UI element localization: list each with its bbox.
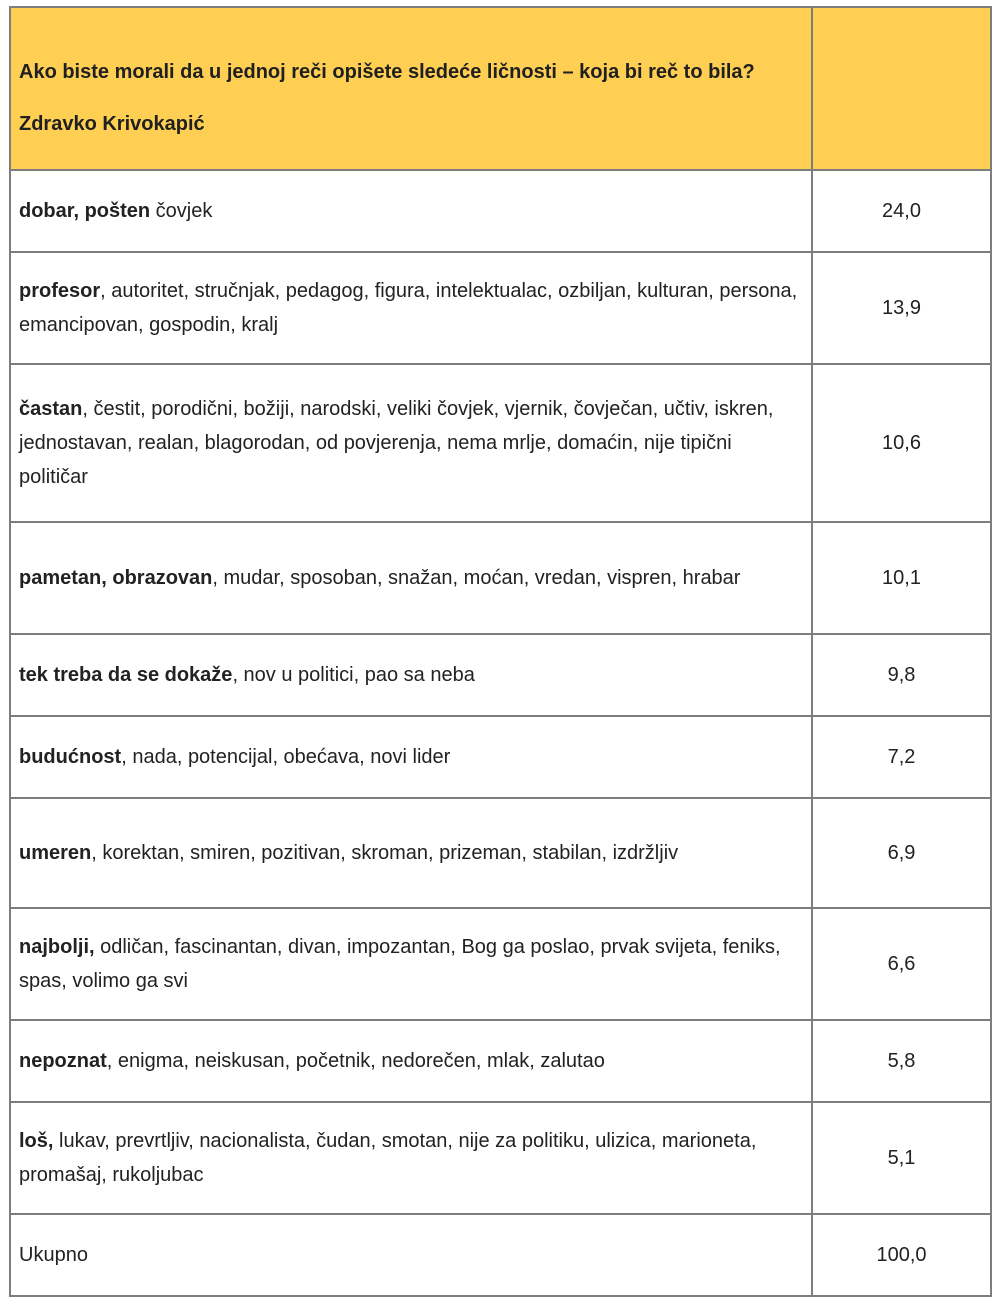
descriptor-cell — [10, 1102, 812, 1214]
header-question-cell — [10, 7, 812, 170]
row-rest: , nada, potencijal, obećava, novi lider — [121, 746, 451, 768]
row-value: 9,8 — [812, 634, 991, 716]
descriptor-cell — [10, 634, 812, 716]
row-value: 10,6 — [812, 364, 991, 522]
row-term: loš, — [19, 1130, 54, 1152]
row-value: 7,2 — [812, 716, 991, 798]
row-rest: , nov u politici, pao sa neba — [232, 664, 475, 686]
row-rest: odličan, fascinantan, divan, impozantan, Bog ga poslao, prvak svijeta, feniks, spas, volimo ga svi — [19, 936, 781, 992]
descriptor-cell — [10, 716, 812, 798]
survey-table — [9, 6, 992, 1297]
person-name: Zdravko Krivokapić — [19, 112, 205, 135]
row-rest: lukav, prevrtljiv, nacionalista, čudan, smotan, nije za politiku, ulizica, marioneta, promašaj, rukoljubac — [19, 1130, 757, 1186]
row-rest: , enigma, neiskusan, početnik, nedorečen, mlak, zalutao — [106, 1050, 605, 1072]
table-row — [10, 1020, 991, 1102]
total-value: 100,0 — [812, 1214, 991, 1296]
header-value-cell — [812, 7, 991, 170]
row-term: profesor — [19, 280, 101, 302]
row-value: 6,9 — [812, 798, 991, 908]
row-term: budućnost — [19, 746, 122, 768]
table-row — [10, 522, 991, 634]
row-term: tek treba da se dokaže — [19, 664, 233, 686]
descriptor-cell — [10, 908, 812, 1020]
table-row — [10, 252, 991, 364]
table-row — [10, 170, 991, 252]
table-row — [10, 1102, 991, 1214]
descriptor-cell — [10, 252, 812, 364]
table-row — [10, 716, 991, 798]
header-row — [10, 7, 991, 170]
row-value: 6,6 — [812, 908, 991, 1020]
row-value: 24,0 — [812, 170, 991, 252]
descriptor-cell — [10, 170, 812, 252]
table-row — [10, 634, 991, 716]
total-label: Ukupno — [10, 1214, 812, 1296]
row-rest: , čestit, porodični, božiji, narodski, veliki čovjek, vjernik, čovječan, učtiv, iskren, jednostavan, realan, blagorodan, od povjerenja, nema mrlje, domaćin, nije tipični političar — [19, 398, 774, 488]
descriptor-cell — [10, 798, 812, 908]
row-value: 13,9 — [812, 252, 991, 364]
descriptor-cell — [10, 364, 812, 522]
row-value: 5,1 — [812, 1102, 991, 1214]
descriptor-cell — [10, 1020, 812, 1102]
row-term: najbolji, — [19, 936, 95, 958]
question-text: Ako biste morali da u jednoj reči opišete sledeće ličnosti – koja bi reč to bila? — [19, 60, 755, 83]
row-term: nepoznat — [19, 1050, 107, 1072]
row-term: umeren — [19, 842, 92, 864]
row-rest: , korektan, smiren, pozitivan, skroman, prizeman, stabilan, izdržljiv — [91, 842, 679, 864]
table-row — [10, 908, 991, 1020]
row-term: pametan, obrazovan — [19, 567, 213, 589]
row-rest: , autoritet, stručnjak, pedagog, figura, intelektualac, ozbiljan, kulturan, persona, emancipovan, gospodin, kralj — [19, 280, 798, 336]
table-row — [10, 364, 991, 522]
total-row — [10, 1214, 991, 1296]
descriptor-cell — [10, 522, 812, 634]
row-rest: čovjek — [150, 200, 213, 222]
row-term: dobar, pošten — [19, 200, 151, 222]
row-value: 10,1 — [812, 522, 991, 634]
table-row — [10, 798, 991, 908]
row-term: častan — [19, 398, 83, 420]
row-rest: , mudar, sposoban, snažan, moćan, vredan, vispren, hrabar — [212, 567, 741, 589]
row-value: 5,8 — [812, 1020, 991, 1102]
